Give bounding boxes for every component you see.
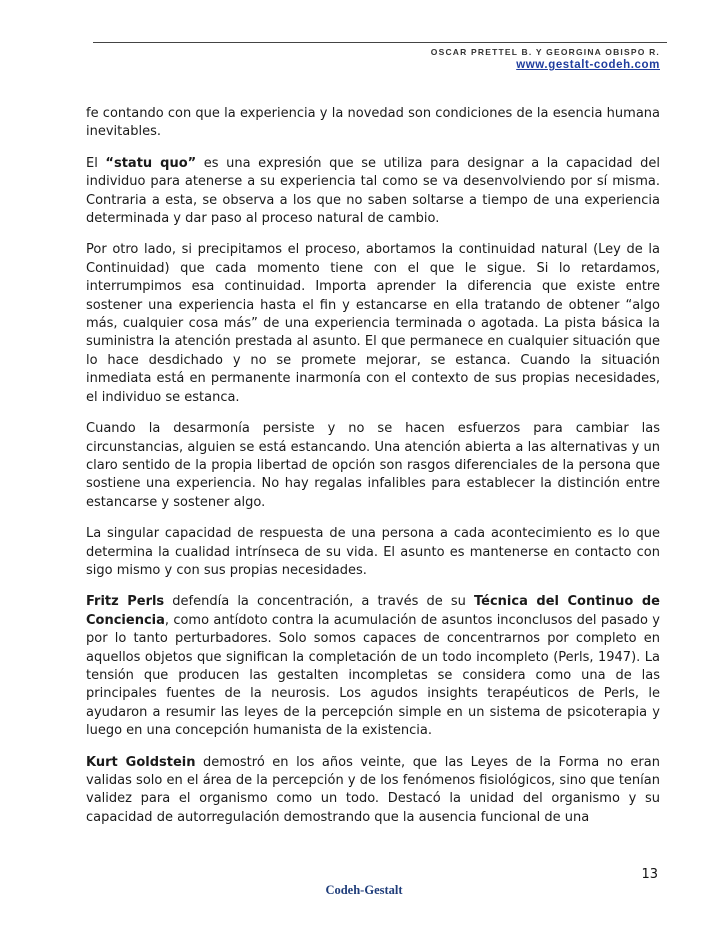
paragraph-6-text-b: , como antídoto contra la acumulación de asuntos inconclusos del pasado y por lo tanto perturbadores. Solo somos capaces de concentrarnos por completo en aquellos objetos que significan la completación de un todo incompleto (Perls, 1947). La tensión que producen las gestalten incompletas se considera como una de las principales fuentes de la neurosis. Los agudos insights terapéuticos de Perls, le ayudaron a resumir las leyes de la percepción simple en un sistema de psicoterapia y luego en una concepción humanista de la existencia. [86, 612, 660, 739]
paragraph-2-prefix: El [86, 155, 106, 171]
paragraph-3: Por otro lado, si precipitamos el proceso, abortamos la continuidad natural (Ley de la Continuidad) que cada momento tiene con el que le sigue. Si lo retardamos, interrumpimos esa continuidad. Importa aprender la diferencia que existe entre sostener una experiencia hasta el fin y estancarse en ella tratando de obtener “algo más, cualquier cosa más” de una experiencia terminada o agotada. La pista básica la suministra la atención prestada al asunto. El que permanece en cualquier situación que lo hace desdichado y no se promete mejorar, se estanca. Cuando la situación inmediata está en permanente inarmonía con el contexto de sus propias necesidades, el individuo se estanca. [86, 242, 660, 405]
paragraph-1: fe contando con que la experiencia y la novedad son condiciones de la esencia humana inevitables. [86, 106, 660, 140]
page-number: 13 [641, 867, 658, 882]
header-rule [93, 42, 667, 43]
continuo-conciencia-term: Técnica del Continuo de Conciencia [86, 594, 660, 628]
paragraph-2 [86, 155, 660, 229]
header-url-link[interactable]: www.gestalt-codeh.com [516, 59, 660, 71]
paragraph-4: Cuando la desarmonía persiste y no se hacen esfuerzos para cambiar las circunstancias, alguien se está estancando. Una atención abierta a las alternativas y un claro sentido de la propia libertad de opción son rasgos diferenciales de la persona que sostiene una experiencia. No hay regalas infalibles para establecer la distinción entre estancarse y sostener algo. [86, 421, 660, 510]
paragraph-6 [86, 593, 660, 740]
kurt-goldstein-name: Kurt Goldstein [86, 754, 196, 770]
header-authors: OSCAR PRETTEL B. Y GEORGINA OBISPO R. [430, 47, 660, 57]
footer-title: Codeh-Gestalt [325, 883, 403, 897]
body-text [86, 105, 660, 840]
paragraph-5: La singular capacidad de respuesta de una persona a cada acontecimiento es lo que determina la cualidad intrínseca de su vida. El asunto es mantenerse en contacto con sigo mismo y con sus propias necesidades. [86, 526, 660, 578]
paragraph-6-text-a: defendía la concentración, a través de su [164, 594, 475, 610]
statu-quo-term: “statu quo” [105, 155, 197, 171]
fritz-perls-name: Fritz Perls [86, 594, 165, 610]
paragraph-7-rest: demostró en los años veinte, que las Leyes de la Forma no eran validas solo en el área de la percepción y de los fenómenos fisiológicos, sino que tenían validez para el organismo como un todo. Destacó la unidad del organismo y su capacidad de autorregulación demostrando que la ausencia funcional de una [86, 754, 660, 825]
paragraph-7 [86, 754, 660, 828]
paragraph-2-rest: es una expresión que se utiliza para designar a la capacidad del individuo para atenerse a su experiencia tal como se va desenvolviendo por sí misma. Contraria a esta, se observa a los que no saben soltarse a tiempo de una experiencia determinada y dar paso al proceso natural de cambio. [86, 155, 660, 227]
